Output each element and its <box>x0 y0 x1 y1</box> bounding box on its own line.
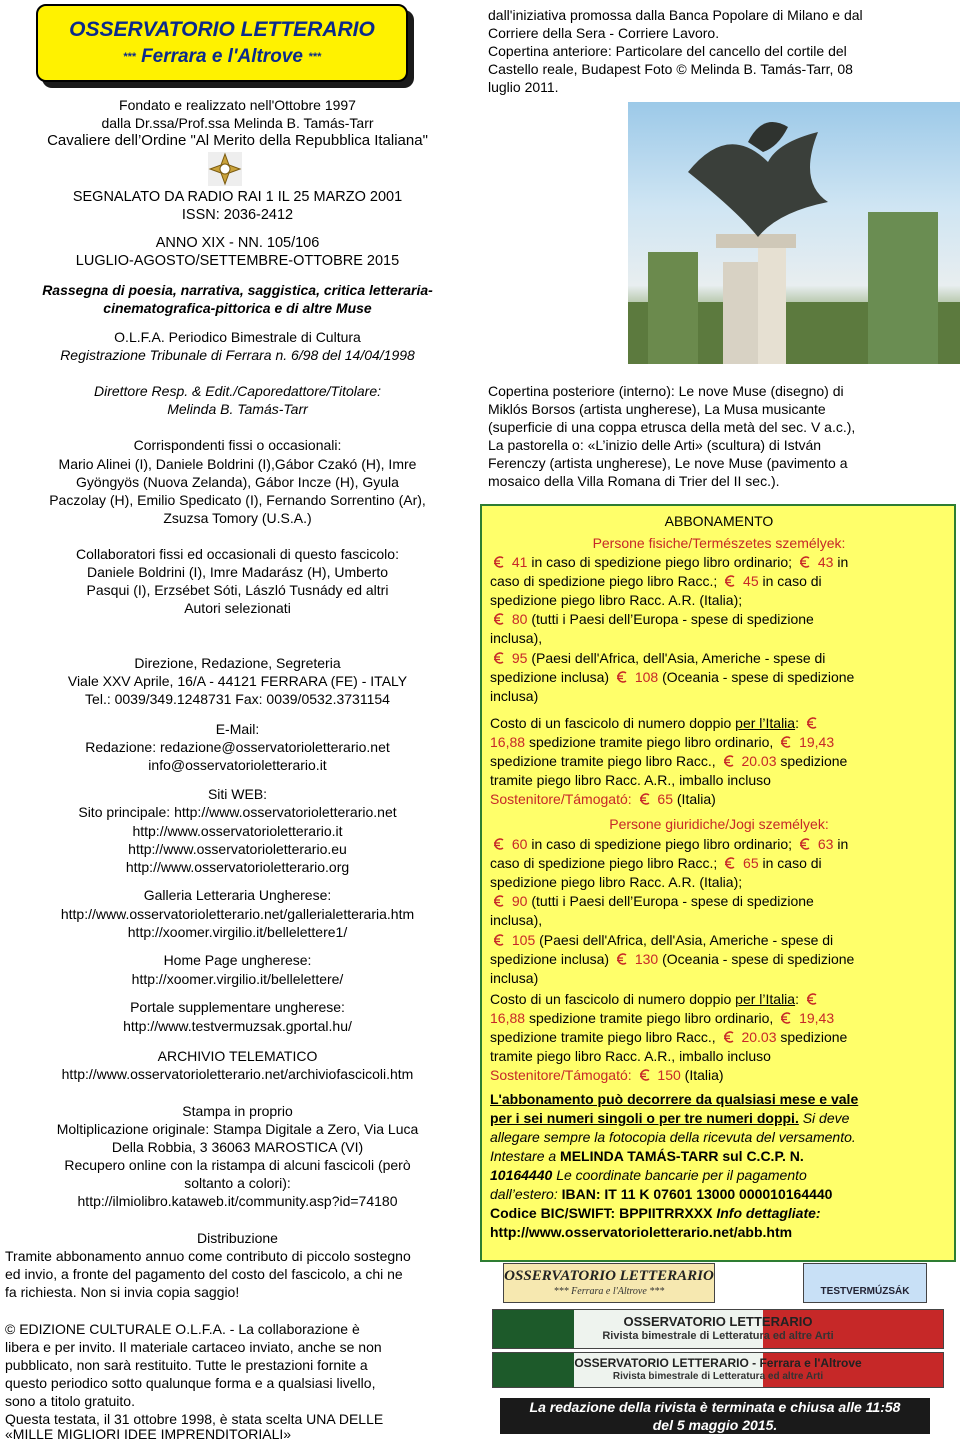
banner-testvermuzsak[interactable]: TESTVERMÚZSÁK <box>803 1263 927 1303</box>
web-link-it[interactable]: http://www.osservatorioletterario.it <box>132 823 343 839</box>
corrispondenti-line-3: Paczolay (H), Emilio Spedicato (I), Fernando Sorrentino (Ar), <box>49 492 426 508</box>
rassegna-line-1: Rassegna di poesia, narrativa, saggistica, critica letteraria- <box>42 282 433 298</box>
homepage-label: Home Page ungherese: <box>163 952 312 968</box>
collaboratori-label: Collaboratori fissi ed occasionali di questo fascicolo: <box>76 546 399 562</box>
collaboratori-line-2: Pasqui (I), Erzsébet Sóti, László Tusnády ed altri <box>86 582 389 598</box>
edizione-line-3: pubblicato, non sarà restituito. Tutte le prestazioni fornite a <box>5 1357 368 1373</box>
radio-note: SEGNALATO DA RADIO RAI 1 IL 25 MARZO 2001 <box>72 189 403 205</box>
giuridiche-line-8: inclusa) <box>490 970 539 986</box>
homepage-link[interactable]: http://xoomer.virgilio.it/bellelettere/ <box>131 971 344 987</box>
euro-icon <box>723 755 735 767</box>
archivio-label: ARCHIVIO TELEMATICO <box>157 1048 318 1064</box>
costo-line-3: spedizione tramite piego libro Racc., 20.03 spedizione <box>490 753 848 769</box>
issn: ISSN: 2036-2412 <box>181 207 294 223</box>
euro-icon <box>780 736 792 748</box>
euro-icon <box>724 857 736 869</box>
fisiche-line-2: caso di spedizione piego libro Racc.; 45 in caso di <box>490 573 822 589</box>
copertina-post-line-5: Ferenczy (artista ungherese), Le nove Muse (pavimento a <box>488 455 848 471</box>
euro-icon <box>806 993 818 1005</box>
direzione-address: Viale XXV Aprile, 16/A - 44121 FERRARA (FE) - ITALY <box>67 673 408 689</box>
copertina-ant-line-2: Corriere della Sera - Corriere Lavoro. <box>488 25 720 41</box>
founding-line-2: dalla Dr.ssa/Prof.ssa Melinda B. Tamás-Tarr <box>101 115 374 131</box>
order-medal-icon <box>208 152 242 186</box>
edizione-line-7: «MILLE MIGLIORI IDEE IMPRENDITORIALI» <box>5 1426 292 1442</box>
persone-fisiche-title: Persone fisiche/Természetes személyek: <box>592 535 846 551</box>
distribuzione-label: Distribuzione <box>197 1230 278 1246</box>
email-redazione[interactable]: Redazione: redazione@osservatorioletterario.net <box>85 739 390 755</box>
giuridiche-line-7: spedizione inclusa) 130 (Oceania - spese di spedizione <box>490 951 855 967</box>
euro-icon <box>616 953 628 965</box>
abbonamento-link[interactable]: http://www.osservatorioletterario.net/abb.htm <box>490 1224 793 1240</box>
edizione-line-2: libera e per invito. Il materiale cartaceo inviato, anche se non <box>5 1339 382 1355</box>
fisiche-line-5: inclusa), <box>490 630 543 646</box>
banner-osservatorio-2[interactable]: OSSERVATORIO LETTERARIO Rivista bimestrale di Letteratura ed altre Arti <box>492 1309 944 1349</box>
direttore-name: Melinda B. Tamás-Tarr <box>167 401 308 417</box>
copertina-ant-line-5: luglio 2011. <box>488 79 559 95</box>
period: LUGLIO-AGOSTO/SETTEMBRE-OTTOBRE 2015 <box>75 253 400 269</box>
corrispondenti-line-2: Gyöngyös (Nuova Zelanda), Gábor Incze (H), Gyula <box>76 474 399 490</box>
web-main-link[interactable]: Sito principale: http://www.osservatorioletterario.net <box>78 804 397 820</box>
email-label: E-Mail: <box>215 721 260 737</box>
copertina-ant-line-4: Castello reale, Budapest Foto © Melinda B. Tamás-Tarr, 08 <box>488 61 853 77</box>
decorrenza-line-3: allegare sempre la fotocopia della ricevuta del versamento. <box>490 1129 856 1145</box>
fisiche-line-3: spedizione piego libro Racc. A.R. (Italia); <box>490 592 743 608</box>
copertina-post-line-3: (superficie di una coppa etrusca della metà del sec. V a.c.), <box>488 419 856 435</box>
masthead-subtitle: *** Ferrara e l'Altrove *** <box>122 46 322 67</box>
costo-line-1: Costo di un fascicolo di numero doppio per l’Italia: <box>490 714 948 733</box>
euro-icon <box>780 1012 792 1024</box>
costo-line-2: 16,88 spedizione tramite piego libro ordinario, 19,43 <box>490 734 835 750</box>
corrispondenti-line-4: Zsuzsa Tomory (U.S.A.) <box>163 510 312 526</box>
stampa-line-2: Della Robbia, 3 36063 MAROSTICA (VI) <box>111 1139 364 1155</box>
cover-photo <box>628 102 960 364</box>
rassegna-line-2: cinematografica-pittorica e di altre Muse <box>103 300 372 316</box>
euro-icon <box>493 838 505 850</box>
registrazione: Registrazione Tribunale di Ferrara n. 6/98 del 14/04/1998 <box>60 347 415 363</box>
olfa: O.L.F.A. Periodico Bimestrale di Cultura <box>114 329 361 345</box>
subscription-box <box>480 504 956 1262</box>
costo2-line-4: tramite piego libro Racc. A.R., imballo incluso <box>490 1048 771 1064</box>
founding-line-1: Fondato e realizzato nell'Ottobre 1997 <box>119 97 356 113</box>
web-link-org[interactable]: http://www.osservatorioletterario.org <box>125 859 350 875</box>
distribuzione-line-1: Tramite abbonamento annuo come contributo di piccolo sostegno <box>5 1248 411 1264</box>
corrispondenti-line-1: Mario Alinei (I), Daniele Boldrini (I),Gábor Czakó (H), Imre <box>58 456 417 472</box>
archivio-link[interactable]: http://www.osservatorioletterario.net/archiviofascicoli.htm <box>61 1066 414 1082</box>
masthead-title: OSSERVATORIO LETTERARIO <box>69 18 375 41</box>
euro-icon <box>724 575 736 587</box>
euro-icon <box>639 793 651 805</box>
fisiche-line-1: 41 in caso di spedizione piego libro ordinario; 43 in <box>490 553 948 572</box>
intestare-line-1: Intestare a MELINDA TAMÁS-TARR sul C.C.P. N. <box>490 1148 804 1164</box>
fisiche-line-7: spedizione inclusa) 108 (Oceania - spese di spedizione <box>490 669 855 685</box>
intestare-line-2: 10164440 Le coordinate bancarie per il pagamento <box>490 1167 807 1183</box>
giuridiche-line-6: 105 (Paesi dell'Africa, dell'Asia, Americhe - spese di <box>490 931 948 950</box>
sostenitore-line-1: Sostenitore/Támogató: 65 (Italia) <box>490 791 716 807</box>
persone-giuridiche-title: Persone giuridiche/Jogi személyek: <box>609 816 829 832</box>
edizione-line-5: sono a titolo gratuito. <box>5 1393 135 1409</box>
direzione-label: Direzione, Redazione, Segreteria <box>134 655 341 671</box>
galleria-label: Galleria Letteraria Ungherese: <box>143 887 332 903</box>
intestare-line-4: Codice BIC/SWIFT: BPPIITRRXXX Info dettagliate: <box>490 1205 821 1221</box>
stampa-line-1: Moltiplicazione originale: Stampa Digitale a Zero, Via Luca <box>56 1121 419 1137</box>
web-link-eu[interactable]: http://www.osservatorioletterario.eu <box>128 841 347 857</box>
stampa-line-3: Recupero online con la ristampa di alcuni fascicoli (però <box>64 1157 411 1173</box>
decorrenza-line-1: L'abbonamento può decorrere da qualsiasi mese e vale <box>490 1091 859 1107</box>
stampa-link[interactable]: http://ilmiolibro.kataweb.it/community.asp?id=74180 <box>77 1193 398 1209</box>
giuridiche-line-3: spedizione piego libro Racc. A.R. (Italia); <box>490 874 743 890</box>
fisiche-line-6: 95 (Paesi dell'Africa, dell'Asia, Americhe - spese di <box>490 649 948 668</box>
euro-icon <box>723 1031 735 1043</box>
fisiche-line-4: 80 (tutti i Paesi dell’Europa - spese di spedizione <box>490 610 948 629</box>
giuridiche-line-1: 60 in caso di spedizione piego libro ordinario; 63 in <box>490 835 948 854</box>
stampa-label: Stampa in proprio <box>182 1103 293 1119</box>
costo2-line-2: 16,88 spedizione tramite piego libro ordinario, 19,43 <box>490 1010 835 1026</box>
portale-label: Portale supplementare ungherese: <box>130 999 345 1015</box>
edizione-line-4: questo periodico sotto qualunque forma e a qualsiasi livello, <box>5 1375 376 1391</box>
euro-icon <box>493 556 505 568</box>
giuridiche-line-4: 90 (tutti i Paesi dell’Europa - spese di spedizione <box>490 892 948 911</box>
euro-icon <box>616 671 628 683</box>
masthead <box>36 4 408 82</box>
email-info[interactable]: info@osservatorioletterario.it <box>148 757 327 773</box>
euro-icon <box>799 838 811 850</box>
closing-note: La redazione della rivista è terminata e chiusa alle 11:58 del 5 maggio 2015. <box>500 1398 930 1434</box>
intestare-line-3: dall’estero: IBAN: IT 11 K 07601 13000 000010164440 <box>490 1186 833 1202</box>
copertina-post-line-2: Miklós Borsos (artista ungherese), La Musa musicante <box>488 401 826 417</box>
euro-icon <box>493 652 505 664</box>
euro-icon <box>799 556 811 568</box>
galleria-link-1[interactable]: http://www.osservatorioletterario.net/gallerialetteraria.htm <box>60 906 415 922</box>
banner-osservatorio-1[interactable]: OSSERVATORIO LETTERARIO *** Ferrara e l'Altrove *** <box>503 1263 715 1303</box>
stampa-line-4: soltanto a colori): <box>184 1175 291 1191</box>
copertina-post-line-6: mosaico della Villa Romana di Trier del II sec.). <box>488 473 780 489</box>
edizione-line-1: © EDIZIONE CULTURALE O.L.F.A. - La collaborazione è <box>5 1321 360 1337</box>
euro-icon <box>806 717 818 729</box>
costo2-line-3: spedizione tramite piego libro Racc., 20.03 spedizione <box>490 1029 848 1045</box>
sostenitore-line-2: Sostenitore/Támogató: 150 (Italia) <box>490 1067 724 1083</box>
giuridiche-line-5: inclusa), <box>490 912 543 928</box>
banner-osservatorio-3[interactable]: OSSERVATORIO LETTERARIO - Ferrara e l'Altrove Rivista bimestrale di Letteratura ed altre Arti <box>492 1352 944 1388</box>
copertina-post-line-4: La pastorella o: «L’inizio delle Arti» (scultura) di István <box>488 437 822 453</box>
collaboratori-line-1: Daniele Boldrini (I), Imre Madarász (H), Umberto <box>86 564 389 580</box>
costo-line-4: tramite piego libro Racc. A.R., imballo incluso <box>490 772 771 788</box>
copertina-ant-line-1: dall'iniziativa promossa dalla Banca Popolare di Milano e dal <box>488 7 863 23</box>
edizione-line-6: Questa testata, il 31 ottobre 1998, è stata scelta UNA DELLE <box>5 1411 384 1427</box>
distribuzione-line-3: fa richiesta. Non si invia copia saggio! <box>5 1284 240 1300</box>
web-label: Siti WEB: <box>207 786 268 802</box>
anno: ANNO XIX - NN. 105/106 <box>155 235 320 251</box>
costo2-line-1: Costo di un fascicolo di numero doppio per l’Italia: <box>490 990 948 1009</box>
abbonamento-title: ABBONAMENTO <box>664 513 774 529</box>
giuridiche-line-2: caso di spedizione piego libro Racc.; 65 in caso di <box>490 855 822 871</box>
euro-icon <box>493 613 505 625</box>
euro-icon <box>639 1069 651 1081</box>
copertina-ant-line-3: Copertina anteriore: Particolare del cancello del cortile del <box>488 43 847 59</box>
founding-line-3: Cavaliere dell’Ordine "Al Merito della Repubblica Italiana" <box>47 132 428 149</box>
euro-icon <box>493 934 505 946</box>
corrispondenti-label: Corrispondenti fissi o occasionali: <box>133 437 342 453</box>
portale-link[interactable]: http://www.testvermuzsak.gportal.hu/ <box>123 1018 352 1034</box>
decorrenza-line-2: per i sei numeri singoli o per tre numeri doppi. Si deve <box>490 1110 850 1126</box>
euro-icon <box>493 895 505 907</box>
direttore-label: Direttore Resp. & Edit./Caporedattore/Titolare: <box>93 383 381 399</box>
distribuzione-line-2: ed invio, a fronte del pagamento del costo del fascicolo, a chi ne <box>5 1266 403 1282</box>
copertina-post-line-1: Copertina posteriore (interno): Le nove Muse (disegno) di <box>488 383 844 399</box>
direzione-tel: Tel.: 0039/349.1248731 Fax: 0039/0532.3731154 <box>85 691 390 707</box>
fisiche-line-8: inclusa) <box>490 688 539 704</box>
galleria-link-2[interactable]: http://xoomer.virgilio.it/bellelettere1/ <box>127 924 348 940</box>
collaboratori-line-3: Autori selezionati <box>184 600 291 616</box>
